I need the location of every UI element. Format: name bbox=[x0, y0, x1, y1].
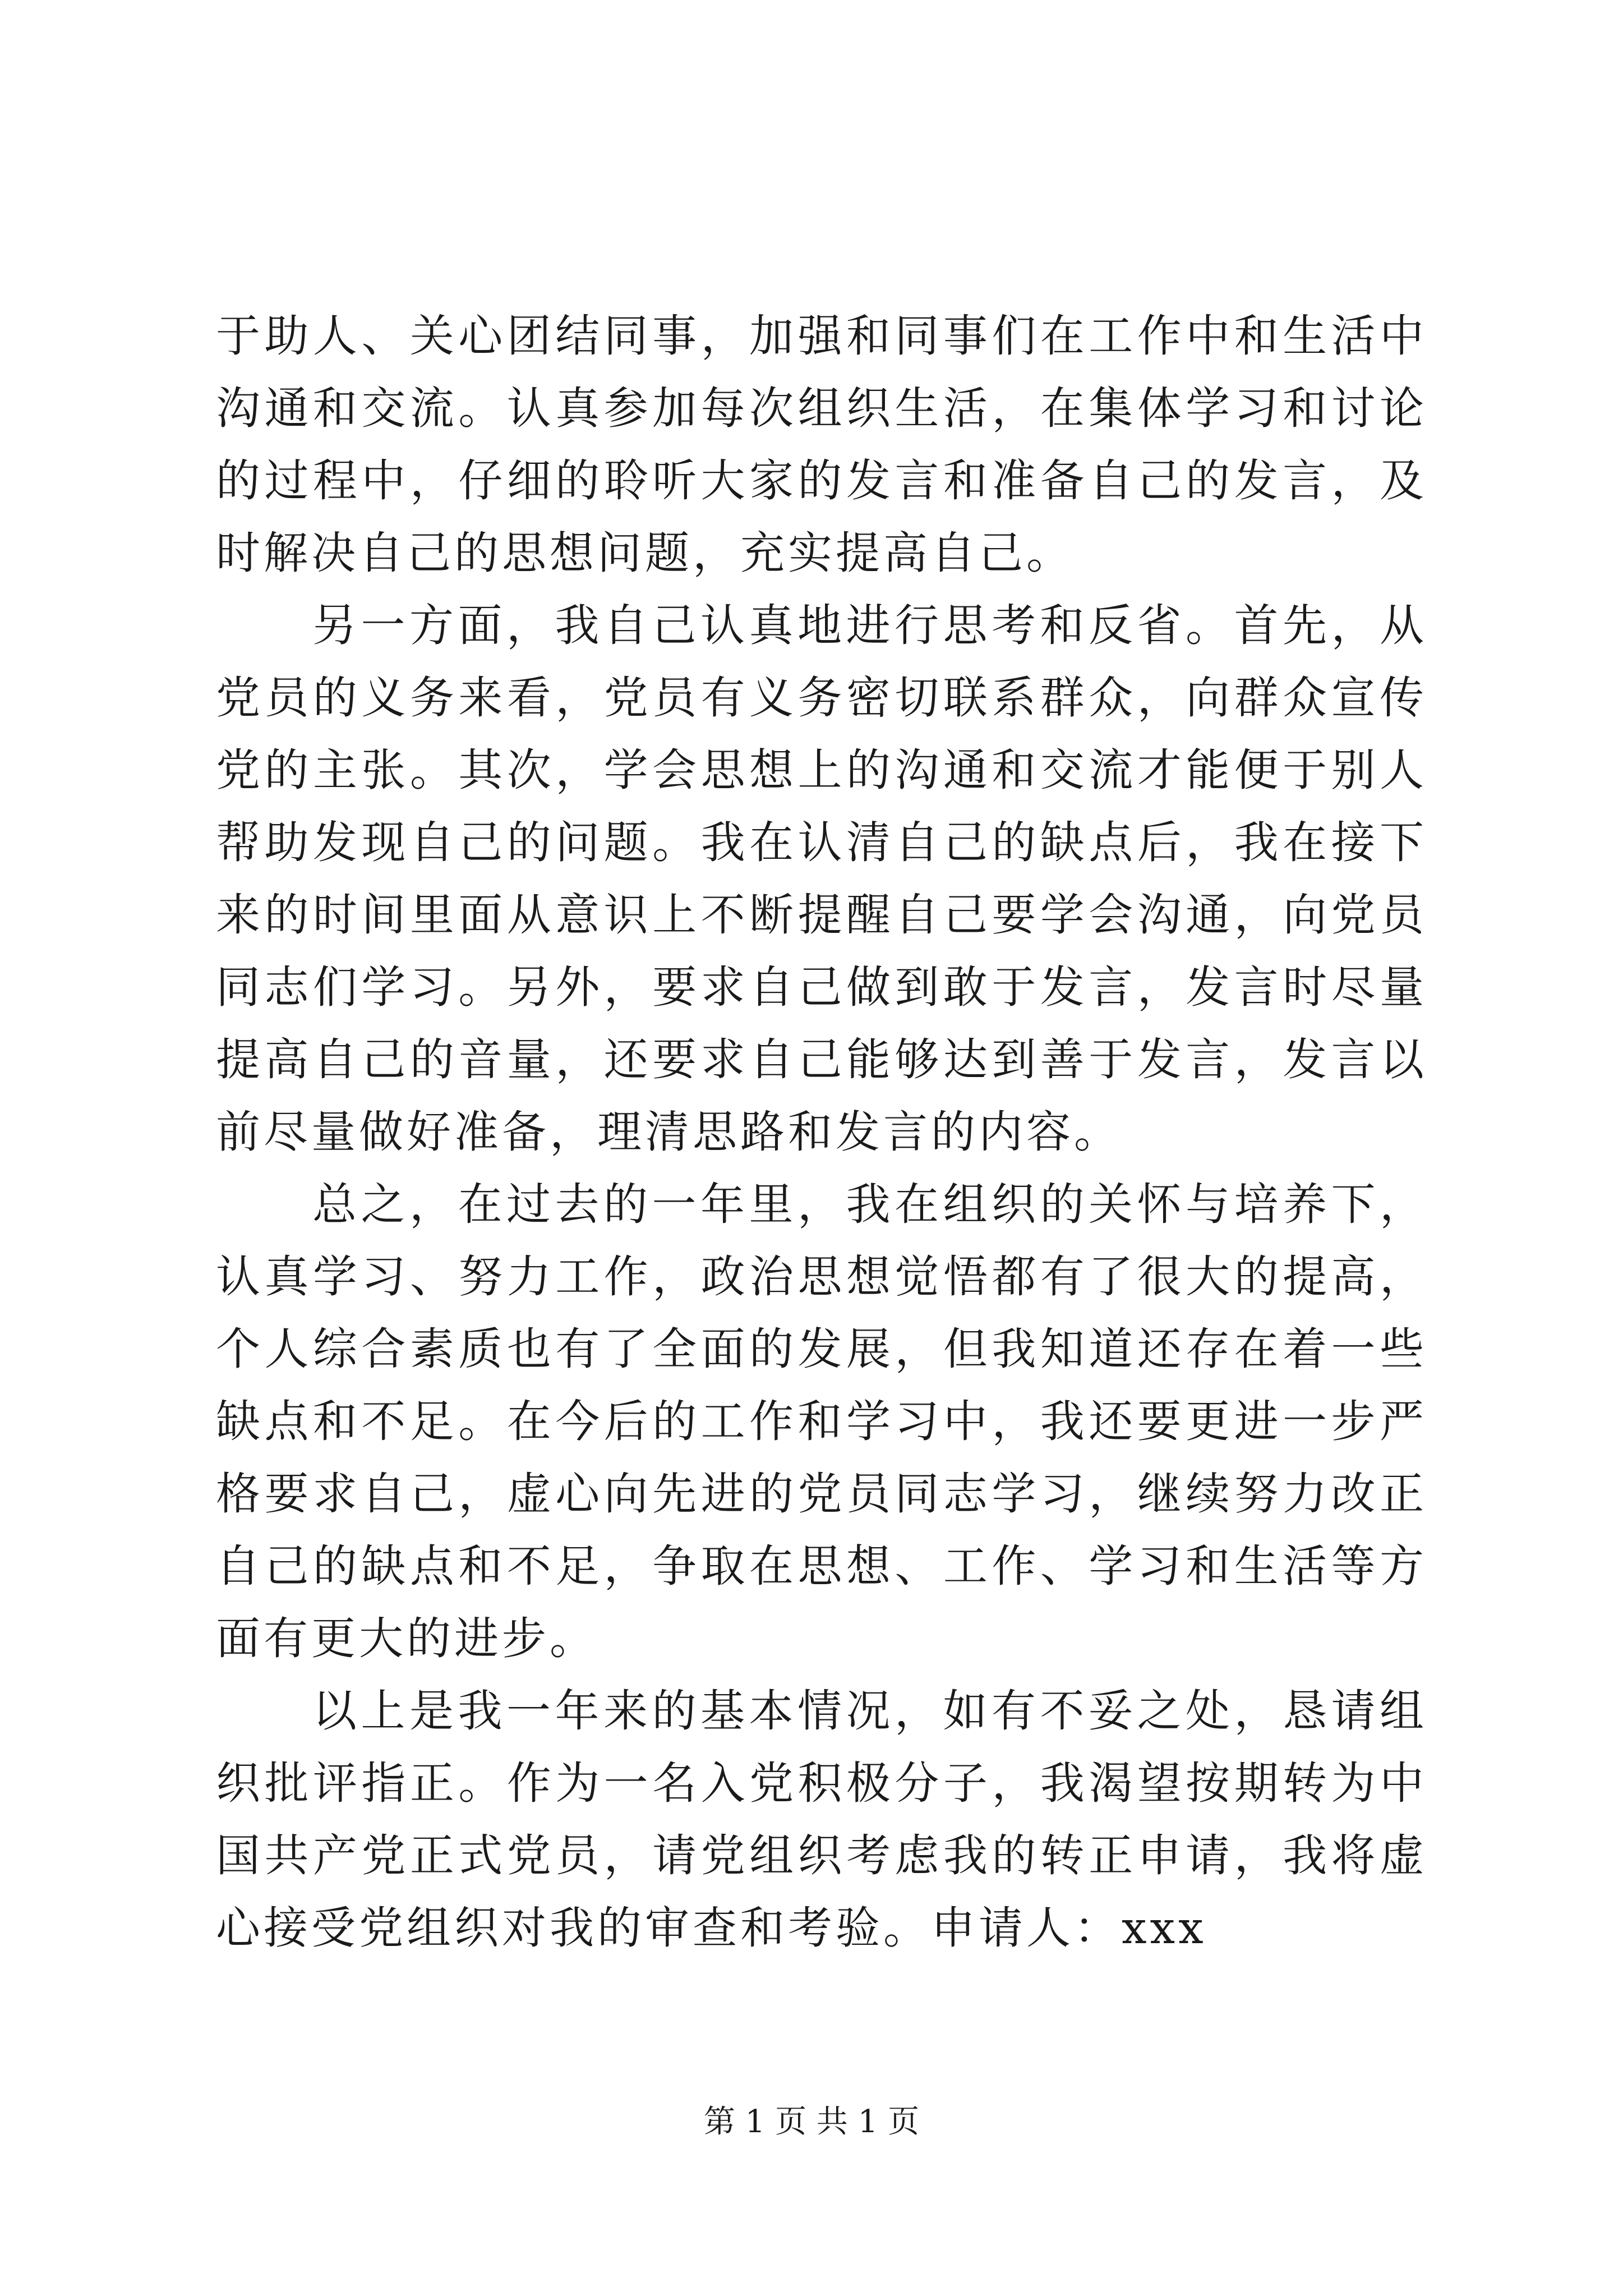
paragraph-3: 总之，在过去的一年里，我在组织的关怀与培养下，认真学习、努力工作，政治思想觉悟都有了很大的提高，个人综合素质也有了全面的发展，但我知道还存在着一些缺点和不足。在今后的工作和学习中，我还要更进一步严格要求自己，虚心向先进的党员同志学习，继续努力改正自己的缺点和不足，争取在思想、工作、学习和生活等方面有更大的进步。 bbox=[216, 1179, 1427, 1664]
page-footer bbox=[0, 2102, 1623, 2142]
paragraph-1: 于助人、关心团结同事，加强和同事们在工作中和生活中沟通和交流。认真参加每次组织生活，在集体学习和讨论的过程中，仔细的聆听大家的发言和准备自己的发言，及时解决自己的思想问题，充实提高自己。 bbox=[216, 310, 1427, 579]
document-body bbox=[216, 300, 1427, 1964]
paragraph-2: 另一方面，我自己认真地进行思考和反省。首先，从党员的义务来看，党员有义务密切联系群众，向群众宣传党的主张。其次，学会思想上的沟通和交流才能便于别人帮助发现自己的问题。我在认清自己的缺点后，我在接下来的时间里面从意识上不断提醒自己要学会沟通，向党员同志们学习。另外，要求自己做到敢于发言，发言时尽量提高自己的音量，还要求自己能够达到善于发言，发言以前尽量做好准备，理清思路和发言的内容。 bbox=[216, 600, 1427, 1158]
paragraph-4: 以上是我一年来的基本情况，如有不妥之处，恳请组织批评指正。作为一名入党积极分子，我渴望按期转为中国共产党正式党员，请党组织考虑我的转正申请，我将虚心接受党组织对我的审查和考验。申请人：xxx bbox=[216, 1685, 1427, 1954]
page-number-label: 第 1 页 共 1 页 bbox=[703, 2104, 920, 2140]
